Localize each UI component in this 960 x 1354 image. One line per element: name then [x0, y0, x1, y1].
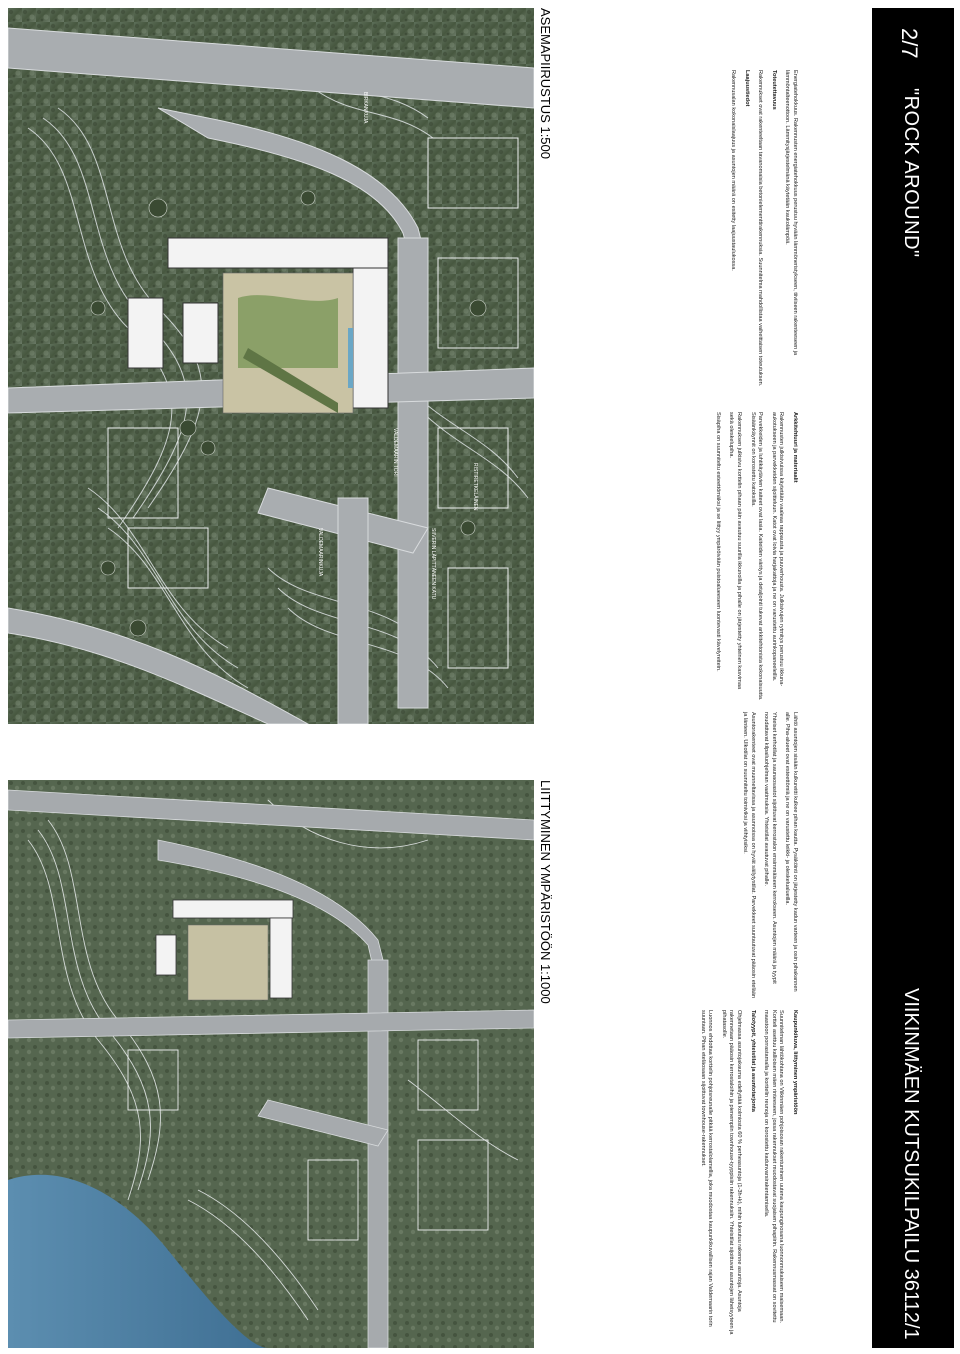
text-column-1 — [580, 1010, 798, 1340]
site-plan-aerial — [8, 8, 534, 724]
paragraph: Rakennusalan kokonaislaajuus ja asuntojen määrä on esitetty laajuustaulukossa. — [730, 70, 737, 271]
paragraph: Energiatehokkuus. Rakennusten energiatehokkuus perustuu hyvään lämmöneristykseen, tiiviiseen rakenteeseen ja lämmöntalteenottoon. Lämmitysjärjestelmänä käytetään kaukolämpöä. — [784, 70, 798, 356]
street-label: BIRKANKUJA — [362, 92, 368, 124]
site-plan-map — [8, 8, 534, 724]
paragraph: Suunnitelman lähtökohtana on Viikinmäen pohjoisosan rakentuminen uutena kaupunginosana luonnonmukaiseen maisemaan. Kortteli asettuu kallioisen mäen rinteeseen, jossa rakennukset muodostavat suojaisen pihapiirin. Rakennusmassat on sovitettu maastoon porrastamalla ja korttelin reunoja on korostettu kadunvarsirakentamisella. — [763, 1010, 785, 1324]
title-band — [872, 8, 954, 1348]
paragraph: Asuntorakenteet ovat muunneltavissa ja asunnoissa on hyvät säilytystilat. Parvekkeet suuntautuvat pääosin etelään ja länteen. Ulkotilat on suunniteltu toimiviksi ja viihtyisiksi. — [742, 712, 756, 999]
paragraph: Luonnos ehdottaa korttelin pohjoisreunalle pitkää kerrostalolamellia, joka muodostaa kaupunkikuvallisen rajan Valdemaarin torin suuntaan. Pihan eteläosaan sijoittuvat townhouse-rakennukset. — [699, 1010, 714, 1327]
section-heading: Talotyypit, yhteistilat ja asuntotarjonta — [749, 1010, 756, 1112]
section-heading: Kaupunkikuva, liittyminen ympäristöön — [792, 1010, 798, 1115]
context-aerial — [8, 780, 534, 1348]
paragraph: Rakennuksen julkisivu korttelin pihaan päin avautuu suurilla ikkunoilla ja pihalle on järjestetty yhteinen kasvimaa sekä oleskelupiha. — [728, 412, 743, 690]
site-plan-title: ASEMAPIIRUSTUS 1:500 — [538, 8, 553, 159]
street-label: SIIVERIN LÄPITTÄNEEN KATU — [430, 528, 436, 600]
paragraph: Lähtö asuntojen sisään kulkureitti kulkee pihan kautta. Pysäköinti on järjestetty kadun varteen ja osin pihakannen alle. Piha-alueet ovat esteettömiä ja ne on varustettu leikki- ja oleskelualueilla. — [784, 712, 798, 992]
paragraph: Yhteiset kerhotilat ja saunaosastot sijoittuvat kerrostalon ensimmäiseen kerrokseen. Asuntojen määrä ja tyypit noudattavat kilpailuohjelman vaatimuksia. Yhteistilat avautuvat pihalle. — [763, 712, 777, 984]
section-heading: Laajuustiedot — [743, 70, 750, 107]
column-4-content — [728, 70, 798, 400]
section-heading: Arkkitehtuuri ja materiaalit — [792, 412, 798, 483]
sheet-number: 2/7 — [897, 28, 922, 59]
paragraph: Ohjelmassa asuntojakauma edellyttää kolmiosta 60 % perheasuntoja (1-3h+k), mihin lukeutuu rakenne asuntoja. Asuntoja rakennetaan pääosin kerrostaloihin ja pienempiin townhouse-tyyppisiin rakennuksiin. Yhteistilat sijoittuvat asuntojen läheisyyteen ja pihatasolle. — [720, 1010, 743, 1335]
paragraph: Parvekkeiden ja luhtikäytävien kaiteet ovat lasia. Kaiteiden väritys ja detaljointi tukevat arkkitehtonista kokonaisuutta. Sisäänkäynnit on korostettu katoksilla. — [749, 412, 764, 701]
section-heading: Toteutettavuus — [770, 70, 777, 110]
street-label: VALDEMAARINKUJA — [317, 528, 323, 577]
street-label: VALDEMAARIN TORI — [392, 428, 398, 477]
competition-title: VIIKINMÄEN KUTSUKILPAILU 36112/1 — [900, 988, 922, 1340]
context-map-title: LIITTYMINEN YMPÄRISTÖÖN 1:1000 — [538, 780, 553, 1004]
paragraph: Rakennusten julkisivuissa käytetään vaaleaa rappausta ja puuverhousta. Julkisivujen rytmitys perustuu ikkuna-aukotukseen ja parvekkeiden sijoitteluun. Katot ovat loivia harjakattoja ja ne on varustettu aurinkopaneeleilla. — [770, 412, 785, 687]
text-column-4 — [580, 70, 798, 400]
paragraph: Rakennukset ovat rakenteeltaan tavanomaisia betonielementtirakennuksia. Suunnitelma mahdollistaa vaiheittaisen toteutuksen. — [757, 70, 764, 387]
column-1-content — [698, 1010, 798, 1340]
street-label: RISTIRETKELÄINEN — [472, 463, 478, 511]
entry-name: "ROCK AROUND" — [900, 88, 922, 258]
column-2-content — [740, 712, 798, 1002]
column-3-content — [713, 412, 798, 702]
context-map — [8, 780, 534, 1348]
paragraph: Sisäpiha on suunniteltu esteettömäksi ja se liittyy ympäröivään puistoalueeseen luontevasti kävelyreitein. — [714, 412, 721, 672]
text-column-3 — [580, 412, 798, 702]
text-column-2 — [580, 712, 798, 1002]
